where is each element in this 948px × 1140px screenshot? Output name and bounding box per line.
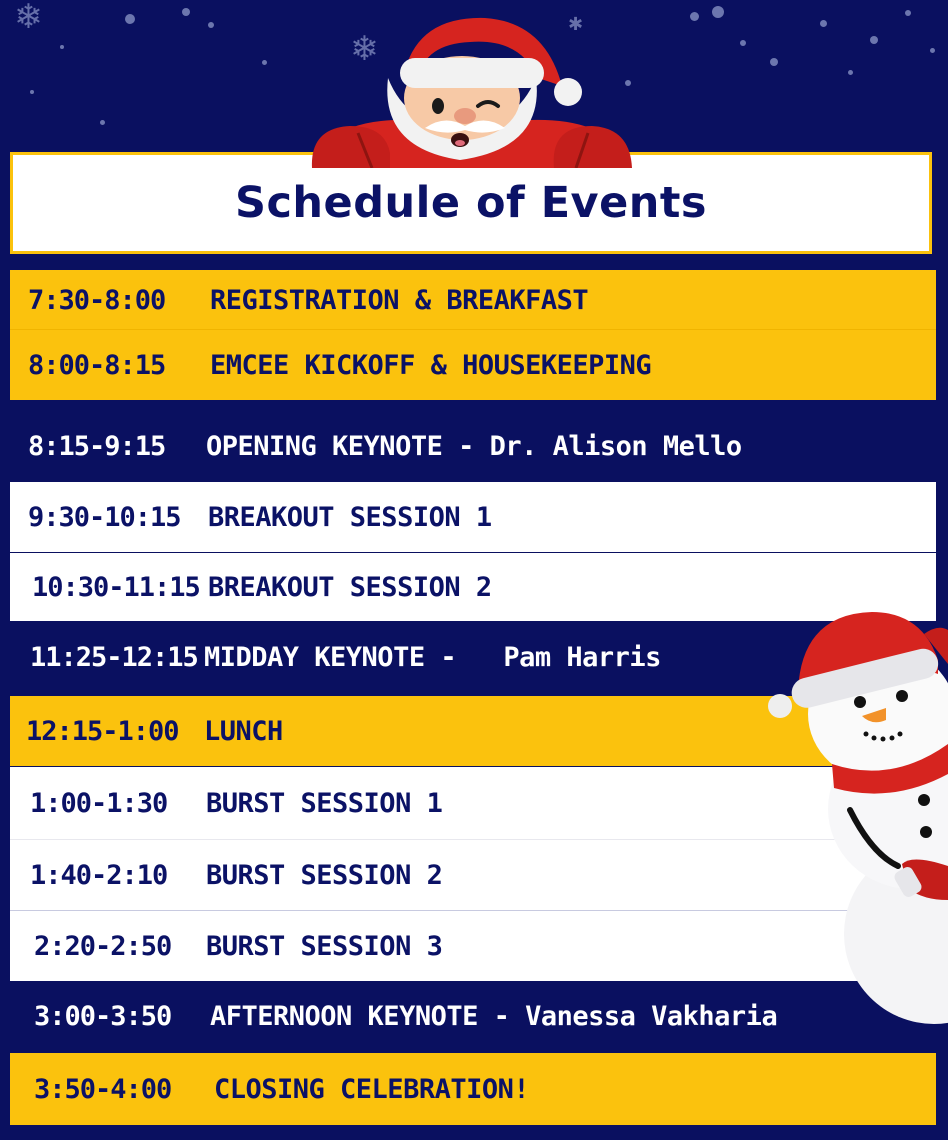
event-time: 1:00-1:30	[30, 787, 168, 819]
event-time: 2:20-2:50	[34, 930, 172, 962]
event-time: 7:30-8:00	[28, 284, 166, 316]
snowflake-icon: ❄	[14, 0, 43, 37]
event-title: EMCEE KICKOFF & HOUSEKEEPING	[210, 349, 652, 381]
event-time: 11:25-12:15	[30, 641, 198, 673]
snow-dot	[125, 14, 135, 24]
schedule-row	[10, 330, 936, 400]
event-title: BURST SESSION 3	[206, 930, 443, 962]
event-title: LUNCH	[204, 715, 283, 747]
santa-claus-icon	[300, 8, 640, 168]
snow-dot	[100, 120, 105, 125]
event-title: CLOSING CELEBRATION!	[214, 1073, 530, 1105]
schedule-row	[10, 412, 936, 480]
snow-dot	[182, 8, 190, 16]
snow-dot	[208, 22, 214, 28]
event-time: 12:15-1:00	[26, 715, 179, 747]
event-time: 10:30-11:15	[32, 571, 200, 603]
event-time: 9:30-10:15	[28, 501, 181, 533]
event-title: MIDDAY KEYNOTE - Pam Harris	[204, 641, 661, 673]
event-title: AFTERNOON KEYNOTE - Vanessa Vakharia	[210, 1000, 778, 1032]
snow-dot	[60, 45, 64, 49]
snow-dot	[712, 6, 724, 18]
snowman-icon	[762, 604, 948, 1024]
snowflake-icon: ❄	[350, 29, 379, 69]
snow-dot	[848, 70, 853, 75]
snow-dot	[820, 20, 827, 27]
event-title: OPENING KEYNOTE - Dr. Alison Mello	[206, 430, 742, 462]
event-title: BREAKOUT SESSION 1	[208, 501, 492, 533]
event-time: 1:40-2:10	[30, 859, 168, 891]
snow-dot	[262, 60, 267, 65]
snow-dot	[870, 36, 878, 44]
event-time: 8:00-8:15	[28, 349, 166, 381]
event-time: 3:00-3:50	[34, 1000, 172, 1032]
snow-dot	[30, 90, 34, 94]
schedule-row	[10, 1053, 936, 1125]
page-title: Schedule of Events	[234, 178, 708, 228]
event-title: BURST SESSION 1	[206, 787, 443, 819]
snow-dot	[905, 10, 911, 16]
snowflake-icon: ✱	[568, 14, 584, 35]
schedule-row	[10, 270, 936, 330]
schedule-row	[10, 482, 936, 552]
event-title: BREAKOUT SESSION 2	[208, 571, 492, 603]
event-time: 3:50-4:00	[34, 1073, 172, 1105]
event-time: 8:15-9:15	[28, 430, 166, 462]
snow-dot	[740, 40, 746, 46]
snow-dot	[930, 48, 935, 53]
event-title: REGISTRATION & BREAKFAST	[210, 284, 589, 316]
snow-dot	[690, 12, 699, 21]
snow-dot	[770, 58, 778, 66]
event-title: BURST SESSION 2	[206, 859, 443, 891]
